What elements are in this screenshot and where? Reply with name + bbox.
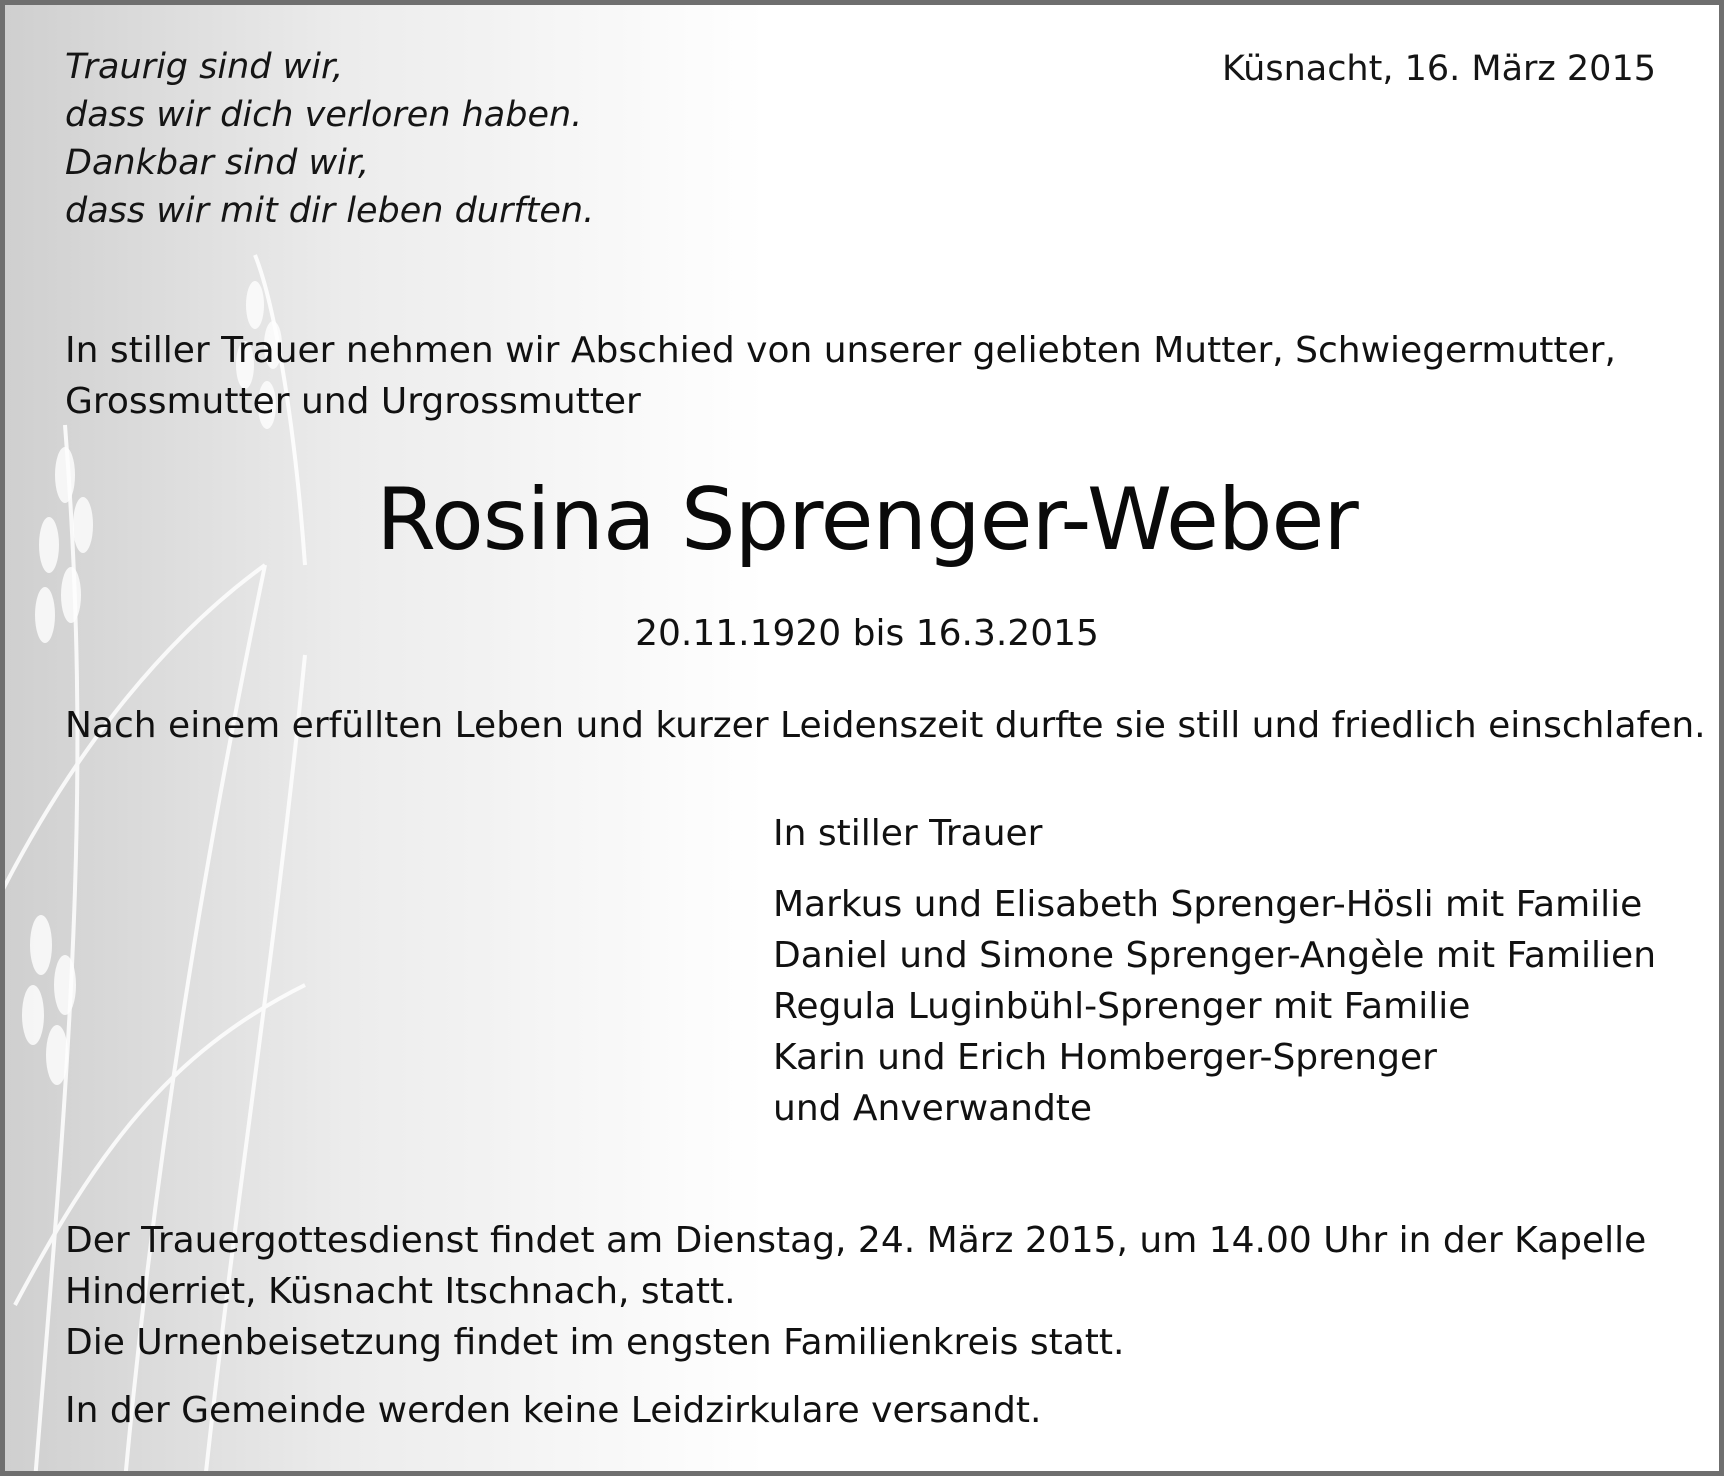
footer-note: In der Gemeinde werden keine Leidzirkulare versandt. (65, 1390, 1042, 1431)
service-line: Der Trauergottesdienst findet am Dienstag, 24. März 2015, um 14.00 Uhr in der Kapelle (65, 1220, 1647, 1261)
mourners-heading: In stiller Trauer (773, 813, 1043, 854)
service-line: Die Urnenbeisetzung findet im engsten Familienkreis statt. (65, 1322, 1125, 1363)
intro-line: Grossmutter und Urgrossmutter (65, 381, 641, 422)
intro-line: In stiller Trauer nehmen wir Abschied von unserer geliebten Mutter, Schwiegermutter, (65, 330, 1616, 371)
service-information (65, 1215, 1646, 1368)
mourners-list (773, 879, 1656, 1134)
deceased-name: Rosina Sprenger-Weber (376, 470, 1358, 570)
motto-line: dass wir dich verloren haben. (65, 95, 583, 135)
mourner-entry: Regula Luginbühl-Sprenger mit Familie (773, 986, 1471, 1027)
motto-line: Traurig sind wir, (65, 47, 344, 87)
motto-verse (65, 43, 594, 235)
service-line: Hinderriet, Küsnacht Itschnach, statt. (65, 1271, 736, 1312)
motto-line: dass wir mit dir leben durften. (65, 191, 595, 231)
mourner-entry: Markus und Elisabeth Sprenger-Hösli mit Familie (773, 884, 1643, 925)
motto-line: Dankbar sind wir, (65, 143, 370, 183)
mourner-entry: und Anverwandte (773, 1088, 1093, 1129)
lifespan-dates: 20.11.1920 bis 16.3.2015 (635, 613, 1099, 654)
mourner-entry: Karin und Erich Homberger-Sprenger (773, 1037, 1437, 1078)
place-date: Küsnacht, 16. März 2015 (1221, 49, 1656, 89)
intro-text (65, 325, 1616, 427)
passing-statement: Nach einem erfüllten Leben und kurzer Leidenszeit durfte sie still und friedlich einschlafen. (65, 705, 1706, 746)
mourner-entry: Daniel und Simone Sprenger-Angèle mit Familien (773, 935, 1657, 976)
